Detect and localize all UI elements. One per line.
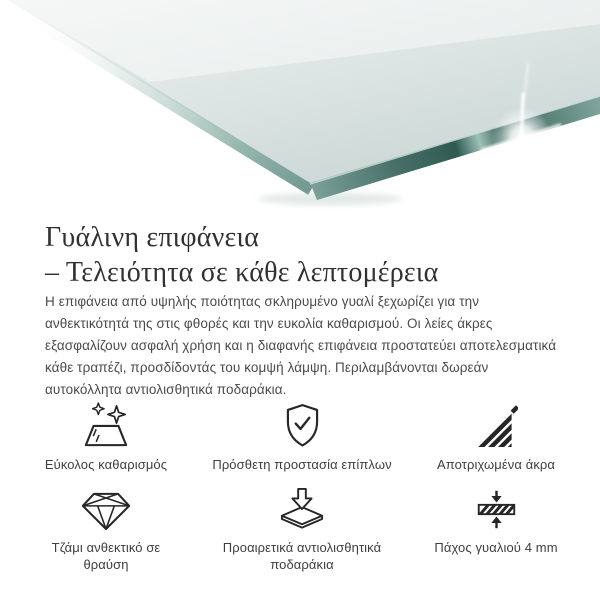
feature-label: Εύκολος καθαρισμός [44, 457, 168, 472]
feature-label: Αποτριχωμένα άκρα [436, 457, 556, 472]
page-title-line2: – Τελειότητα σε κάθε λεπτομέρεια [45, 257, 439, 288]
page-title-line1: Γυάλινη επιφάνεια [45, 222, 260, 253]
feature-furniture-protection [212, 402, 391, 473]
feature-antislip-feet [213, 485, 391, 573]
arrow-onto-pad-icon [279, 485, 325, 531]
feature-shatter-resistant [42, 485, 170, 573]
hatched-edges-icon [475, 402, 518, 448]
shield-check-icon [285, 402, 320, 448]
glass-panel-image [0, 0, 600, 212]
glass-thickness-icon [475, 485, 518, 531]
feature-glass-thickness [434, 485, 557, 573]
feature-finished-edges [437, 402, 555, 473]
feature-label: Τζάμι ανθεκτικό σε θραύση [51, 540, 161, 572]
glass-panel-graphic [0, 0, 600, 212]
feature-easy-cleaning [45, 402, 167, 473]
diamond-icon [81, 485, 131, 531]
product-description-text: Η επιφάνεια από υψηλής ποιότητας σκληρυμένο γυαλί ξεχωρίζει για την ανθεκτικότητά της στις φθορές και την ευκολία καθαρισμού. Οι λείες άκρες εξασφαλίζουν ασφαλή χρήση και η διαφανής επιφάνεια προστατεύει αποτελεσματικά κάθε τραπέζι, προσδίδοντάς του κομψή λάμψη. Περιλαμβάνονται δωρεάν αυτοκόλλητα αντιολισθητικά ποδαράκια. [45, 294, 557, 397]
feature-label: Πάχος γυαλιού 4 mm [434, 540, 558, 555]
sparkling-surface-icon [82, 402, 130, 448]
feature-label: Πρόσθετη προστασία επίπλων [212, 457, 392, 472]
feature-grid [0, 402, 600, 573]
feature-label: Προαιρετικά αντιολισθητικά ποδαράκια [222, 540, 382, 572]
page-title [45, 220, 439, 290]
